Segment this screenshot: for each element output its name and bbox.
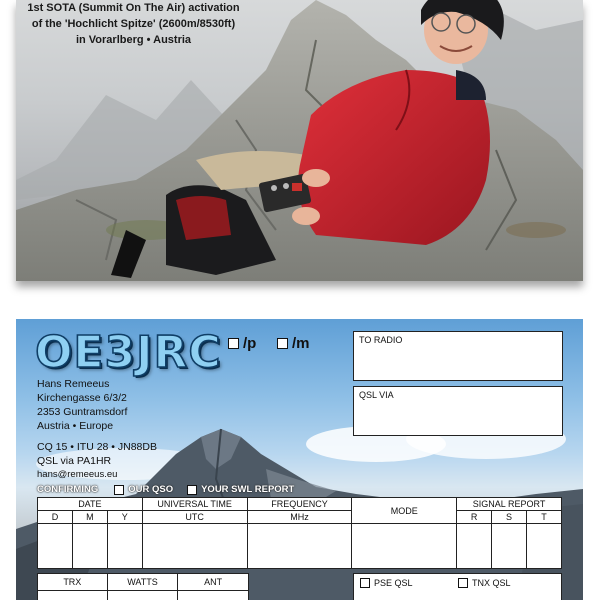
qsl-card-front — [16, 0, 583, 281]
station-address — [37, 377, 157, 482]
tnx-qsl-checkbox[interactable] — [458, 578, 468, 588]
signal-report-header: SIGNAL REPORT — [457, 498, 562, 511]
table-row — [38, 591, 249, 600]
ant-header: ANT — [178, 574, 249, 591]
qsl-via-manager: QSL via PA1HR — [37, 455, 112, 467]
confirming-row — [37, 484, 308, 495]
qsl-via-field[interactable] — [353, 386, 563, 436]
watts-cell[interactable] — [107, 591, 178, 600]
photo-caption — [16, 0, 251, 48]
pse-qsl-checkbox[interactable] — [360, 578, 370, 588]
frequency-header: FREQUENCY — [247, 498, 352, 511]
swl-report-checkbox[interactable] — [187, 485, 197, 495]
watts-header: WATTS — [107, 574, 178, 591]
qsl-via-label: QSL VIA — [359, 390, 394, 400]
to-radio-field[interactable] — [353, 331, 563, 381]
confirming-label: CONFIRMING — [37, 484, 99, 495]
date-d-header: D — [38, 511, 73, 524]
signal-r-header: R — [457, 511, 492, 524]
signal-s-cell[interactable] — [492, 524, 527, 569]
date-y-cell[interactable] — [107, 524, 142, 569]
our-qso-option[interactable] — [114, 484, 173, 495]
caption-line-2: of the 'Hochlicht Spitze' (2600m/8530ft) — [31, 18, 236, 30]
signal-t-header: T — [526, 511, 561, 524]
tnx-qsl-label: TNX QSL — [472, 578, 511, 588]
qso-table — [37, 497, 562, 569]
swl-report-option[interactable] — [187, 484, 294, 495]
swl-report-label: YOUR SWL REPORT — [201, 484, 295, 495]
signal-s-header: S — [492, 511, 527, 524]
utc-header: UNIVERSAL TIME — [142, 498, 247, 511]
utc-subheader: UTC — [142, 511, 247, 524]
mode-header: MODE — [352, 498, 457, 524]
date-m-cell[interactable] — [72, 524, 107, 569]
frequency-subheader: MHz — [247, 511, 352, 524]
tnx-qsl-option[interactable] — [458, 578, 511, 588]
email-address: hans@remeeus.eu — [37, 469, 118, 480]
our-qso-checkbox[interactable] — [114, 485, 124, 495]
trx-cell[interactable] — [38, 591, 108, 600]
our-qso-label: OUR QSO — [128, 484, 174, 495]
ant-cell[interactable] — [178, 591, 249, 600]
trx-header: TRX — [38, 574, 108, 591]
frequency-cell[interactable] — [247, 524, 352, 569]
date-header: DATE — [38, 498, 143, 511]
date-d-cell[interactable] — [38, 524, 73, 569]
utc-cell[interactable] — [142, 524, 247, 569]
mobile-label: /m — [292, 335, 310, 352]
address-city: 2353 Guntramsdorf — [37, 406, 128, 418]
operator-name: Hans Remeeus — [37, 378, 110, 390]
qsl-card-back — [16, 319, 583, 600]
table-row — [38, 524, 562, 569]
mobile-option[interactable] — [277, 335, 310, 352]
trx-table — [37, 573, 249, 600]
qsl-request-box — [353, 573, 562, 600]
mode-cell[interactable] — [352, 524, 457, 569]
signal-r-cell[interactable] — [457, 524, 492, 569]
caption-line-1: 1st SOTA (Summit On The Air) activation — [27, 2, 240, 14]
mobile-checkbox[interactable] — [277, 338, 288, 349]
pse-qsl-label: PSE QSL — [374, 578, 413, 588]
callsign-logo: OE3JRC — [35, 327, 222, 378]
to-radio-label: TO RADIO — [359, 335, 403, 345]
caption-line-3: in Vorarlberg • Austria — [75, 34, 192, 46]
address-country: Austria • Europe — [37, 420, 114, 432]
portable-label: /p — [243, 335, 257, 352]
date-m-header: M — [72, 511, 107, 524]
date-y-header: Y — [107, 511, 142, 524]
pse-qsl-option[interactable] — [360, 578, 413, 588]
zones-locator: CQ 15 • ITU 28 • JN88DB — [37, 441, 157, 453]
portable-checkbox[interactable] — [228, 338, 239, 349]
signal-t-cell[interactable] — [526, 524, 561, 569]
portable-option[interactable] — [228, 335, 256, 352]
address-street: Kirchengasse 6/3/2 — [37, 392, 127, 404]
